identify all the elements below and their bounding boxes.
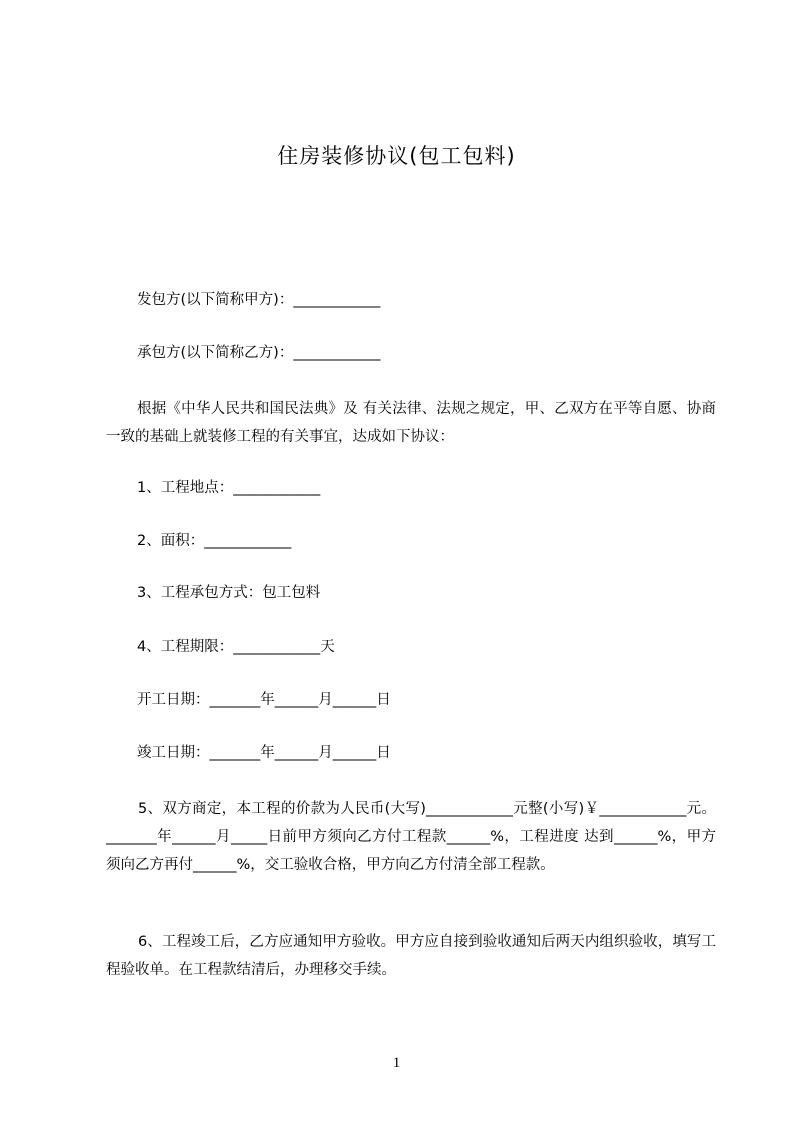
page-number: 1 <box>392 1055 401 1071</box>
clause-area: 2、面积：____________ <box>137 533 292 549</box>
clause-price-paragraph: 5、双方商定，本工程的价款为人民币(大写)____________元整(小写)￥____________元。_______年______月_____日前甲方须向乙方付工程款______%，工程进度 达到______%，甲方须向乙方再付______%，交工验收合格，甲方向乙方付清全部工程款。 <box>106 801 716 873</box>
document-title: 住房装修协议(包工包料) <box>277 144 516 168</box>
clause-start-date: 开工日期：_______年______月______日 <box>137 692 391 708</box>
clause-method: 3、工程承包方式：包工包料 <box>137 585 321 601</box>
party-b-line: 承包方(以下简称乙方)：____________ <box>137 345 381 361</box>
clause-acceptance-paragraph: 6、工程竣工后，乙方应通知甲方验收。甲方应自接到验收通知后两天内组织验收，填写工程验收单。在工程款结清后，办理移交手续。 <box>106 934 716 978</box>
clause-duration: 4、工程期限：____________天 <box>137 639 335 655</box>
clause-location: 1、工程地点：____________ <box>137 480 321 496</box>
clause-end-date: 竣工日期：_______年______月______日 <box>137 745 391 761</box>
party-a-line: 发包方(以下简称甲方)：____________ <box>137 292 381 308</box>
preamble-paragraph: 根据《中华人民共和国民法典》及 有关法律、法规之规定，甲、乙双方在平等自愿、协商一致的基础上就装修工程的有关事宜，达成如下协议： <box>106 401 716 445</box>
